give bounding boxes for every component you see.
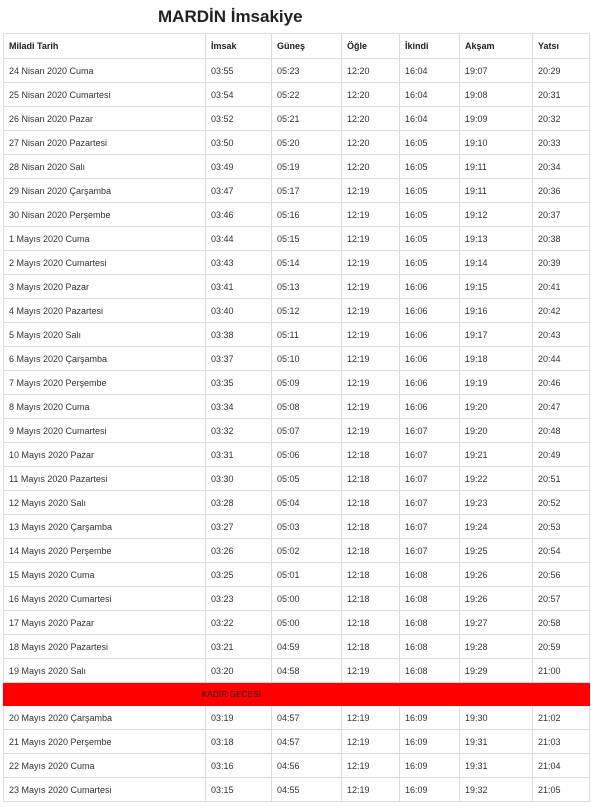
- cell-imsak: 03:15: [206, 778, 272, 802]
- cell-date: 3 Mayıs 2020 Pazar: [4, 275, 206, 299]
- cell-yatsi: 20:43: [533, 323, 590, 347]
- cell-ikindi: 16:08: [400, 563, 460, 587]
- cell-aksam: 19:16: [460, 299, 533, 323]
- cell-imsak: 03:44: [206, 227, 272, 251]
- cell-aksam: 19:26: [460, 563, 533, 587]
- cell-aksam: 19:20: [460, 419, 533, 443]
- cell-date: 6 Mayıs 2020 Çarşamba: [4, 347, 206, 371]
- cell-ogle: 12:20: [342, 131, 400, 155]
- cell-date: 27 Nisan 2020 Pazartesi: [4, 131, 206, 155]
- cell-aksam: 19:31: [460, 730, 533, 754]
- cell-aksam: 19:25: [460, 539, 533, 563]
- cell-yatsi: 21:04: [533, 754, 590, 778]
- cell-ogle: 12:18: [342, 443, 400, 467]
- header-gunes: Güneş: [272, 34, 342, 59]
- cell-date: 18 Mayıs 2020 Pazartesi: [4, 635, 206, 659]
- cell-date: 17 Mayıs 2020 Pazar: [4, 611, 206, 635]
- cell-date: 25 Nisan 2020 Cumartesi: [4, 83, 206, 107]
- cell-imsak: 03:20: [206, 659, 272, 683]
- cell-yatsi: 20:39: [533, 251, 590, 275]
- cell-imsak: 03:19: [206, 706, 272, 730]
- cell-date: 21 Mayıs 2020 Perşembe: [4, 730, 206, 754]
- cell-gunes: 05:00: [272, 587, 342, 611]
- cell-gunes: 05:20: [272, 131, 342, 155]
- cell-date: 26 Nisan 2020 Pazar: [4, 107, 206, 131]
- cell-ikindi: 16:08: [400, 659, 460, 683]
- cell-aksam: 19:24: [460, 515, 533, 539]
- cell-date: 19 Mayıs 2020 Salı: [4, 659, 206, 683]
- cell-gunes: 05:23: [272, 59, 342, 83]
- cell-yatsi: 20:48: [533, 419, 590, 443]
- table-row: [4, 155, 590, 179]
- cell-ikindi: 16:09: [400, 778, 460, 802]
- cell-gunes: 05:16: [272, 203, 342, 227]
- cell-ogle: 12:19: [342, 754, 400, 778]
- cell-ogle: 12:18: [342, 635, 400, 659]
- cell-aksam: 19:09: [460, 107, 533, 131]
- cell-gunes: 05:09: [272, 371, 342, 395]
- cell-aksam: 19:28: [460, 635, 533, 659]
- table-row: [4, 778, 590, 802]
- cell-yatsi: 20:44: [533, 347, 590, 371]
- cell-ogle: 12:20: [342, 83, 400, 107]
- cell-ikindi: 16:07: [400, 419, 460, 443]
- cell-imsak: 03:27: [206, 515, 272, 539]
- cell-gunes: 04:56: [272, 754, 342, 778]
- cell-gunes: 05:22: [272, 83, 342, 107]
- cell-gunes: 04:59: [272, 635, 342, 659]
- table-row: [4, 659, 590, 683]
- cell-date: 22 Mayıs 2020 Cuma: [4, 754, 206, 778]
- cell-imsak: 03:50: [206, 131, 272, 155]
- cell-gunes: 05:02: [272, 539, 342, 563]
- cell-aksam: 19:07: [460, 59, 533, 83]
- cell-aksam: 19:11: [460, 179, 533, 203]
- cell-date: 8 Mayıs 2020 Cuma: [4, 395, 206, 419]
- kadir-gecesi-label: KADİR GECESİ: [201, 689, 262, 699]
- table-row: [4, 539, 590, 563]
- header-aksam: Akşam: [460, 34, 533, 59]
- cell-yatsi: 20:31: [533, 83, 590, 107]
- cell-aksam: 19:27: [460, 611, 533, 635]
- cell-ikindi: 16:06: [400, 299, 460, 323]
- cell-gunes: 04:57: [272, 730, 342, 754]
- cell-imsak: 03:22: [206, 611, 272, 635]
- cell-date: 13 Mayıs 2020 Çarşamba: [4, 515, 206, 539]
- cell-date: 16 Mayıs 2020 Cumartesi: [4, 587, 206, 611]
- cell-imsak: 03:47: [206, 179, 272, 203]
- cell-ikindi: 16:04: [400, 83, 460, 107]
- cell-date: 1 Mayıs 2020 Cuma: [4, 227, 206, 251]
- cell-yatsi: 20:38: [533, 227, 590, 251]
- cell-imsak: 03:54: [206, 83, 272, 107]
- cell-yatsi: 20:29: [533, 59, 590, 83]
- header-yatsi: Yatsı: [533, 34, 590, 59]
- cell-aksam: 19:23: [460, 491, 533, 515]
- cell-yatsi: 20:57: [533, 587, 590, 611]
- table-row: [4, 395, 590, 419]
- cell-aksam: 19:11: [460, 155, 533, 179]
- cell-gunes: 05:00: [272, 611, 342, 635]
- cell-ogle: 12:18: [342, 587, 400, 611]
- cell-date: 29 Nisan 2020 Çarşamba: [4, 179, 206, 203]
- header-ikindi: İkindi: [400, 34, 460, 59]
- cell-ikindi: 16:07: [400, 443, 460, 467]
- cell-aksam: 19:08: [460, 83, 533, 107]
- table-row: [4, 275, 590, 299]
- cell-aksam: 19:26: [460, 587, 533, 611]
- cell-yatsi: 20:49: [533, 443, 590, 467]
- cell-ikindi: 16:05: [400, 203, 460, 227]
- cell-ikindi: 16:07: [400, 491, 460, 515]
- header-row: [4, 34, 590, 59]
- cell-yatsi: 21:02: [533, 706, 590, 730]
- table-header: [4, 34, 590, 59]
- cell-ikindi: 16:05: [400, 155, 460, 179]
- cell-yatsi: 20:37: [533, 203, 590, 227]
- cell-ikindi: 16:05: [400, 179, 460, 203]
- cell-imsak: 03:16: [206, 754, 272, 778]
- cell-aksam: 19:14: [460, 251, 533, 275]
- table-row: [4, 754, 590, 778]
- cell-ikindi: 16:08: [400, 635, 460, 659]
- cell-gunes: 05:10: [272, 347, 342, 371]
- cell-ogle: 12:19: [342, 299, 400, 323]
- cell-aksam: 19:29: [460, 659, 533, 683]
- cell-ogle: 12:19: [342, 227, 400, 251]
- cell-imsak: 03:28: [206, 491, 272, 515]
- cell-aksam: 19:12: [460, 203, 533, 227]
- cell-ikindi: 16:06: [400, 395, 460, 419]
- cell-imsak: 03:21: [206, 635, 272, 659]
- kadir-gecesi-row: [4, 683, 590, 706]
- cell-date: 5 Mayıs 2020 Salı: [4, 323, 206, 347]
- cell-aksam: 19:22: [460, 467, 533, 491]
- cell-ogle: 12:19: [342, 419, 400, 443]
- cell-ogle: 12:19: [342, 347, 400, 371]
- cell-yatsi: 20:47: [533, 395, 590, 419]
- cell-date: 24 Nisan 2020 Cuma: [4, 59, 206, 83]
- cell-yatsi: 20:58: [533, 611, 590, 635]
- cell-imsak: 03:52: [206, 107, 272, 131]
- cell-imsak: 03:55: [206, 59, 272, 83]
- table-row: [4, 203, 590, 227]
- cell-imsak: 03:18: [206, 730, 272, 754]
- cell-gunes: 05:14: [272, 251, 342, 275]
- cell-ikindi: 16:09: [400, 730, 460, 754]
- cell-date: 20 Mayıs 2020 Çarşamba: [4, 706, 206, 730]
- cell-ogle: 12:19: [342, 179, 400, 203]
- cell-yatsi: 21:00: [533, 659, 590, 683]
- cell-aksam: 19:17: [460, 323, 533, 347]
- table-row: [4, 131, 590, 155]
- header-ogle: Öğle: [342, 34, 400, 59]
- cell-gunes: 05:01: [272, 563, 342, 587]
- cell-yatsi: 20:53: [533, 515, 590, 539]
- cell-date: 9 Mayıs 2020 Cumartesi: [4, 419, 206, 443]
- cell-date: 14 Mayıs 2020 Perşembe: [4, 539, 206, 563]
- table-row: [4, 419, 590, 443]
- cell-yatsi: 20:46: [533, 371, 590, 395]
- cell-gunes: 05:13: [272, 275, 342, 299]
- cell-ogle: 12:19: [342, 706, 400, 730]
- cell-aksam: 19:15: [460, 275, 533, 299]
- table-row: [4, 251, 590, 275]
- cell-ogle: 12:19: [342, 730, 400, 754]
- cell-yatsi: 20:33: [533, 131, 590, 155]
- cell-gunes: 05:12: [272, 299, 342, 323]
- table-row: [4, 515, 590, 539]
- cell-imsak: 03:49: [206, 155, 272, 179]
- table-row: [4, 107, 590, 131]
- cell-yatsi: 20:34: [533, 155, 590, 179]
- cell-ogle: 12:19: [342, 659, 400, 683]
- cell-aksam: 19:19: [460, 371, 533, 395]
- cell-date: 23 Mayıs 2020 Cumartesi: [4, 778, 206, 802]
- cell-yatsi: 20:42: [533, 299, 590, 323]
- cell-yatsi: 20:59: [533, 635, 590, 659]
- table-row: [4, 299, 590, 323]
- cell-imsak: 03:35: [206, 371, 272, 395]
- cell-date: 15 Mayıs 2020 Cuma: [4, 563, 206, 587]
- cell-ikindi: 16:05: [400, 251, 460, 275]
- cell-ikindi: 16:05: [400, 131, 460, 155]
- cell-imsak: 03:38: [206, 323, 272, 347]
- cell-gunes: 04:57: [272, 706, 342, 730]
- cell-ikindi: 16:06: [400, 347, 460, 371]
- cell-ogle: 12:19: [342, 251, 400, 275]
- cell-ikindi: 16:06: [400, 323, 460, 347]
- cell-imsak: 03:46: [206, 203, 272, 227]
- cell-gunes: 05:11: [272, 323, 342, 347]
- cell-aksam: 19:13: [460, 227, 533, 251]
- cell-gunes: 05:04: [272, 491, 342, 515]
- cell-ogle: 12:19: [342, 371, 400, 395]
- table-row: [4, 59, 590, 83]
- cell-gunes: 05:07: [272, 419, 342, 443]
- table-row: [4, 491, 590, 515]
- cell-imsak: 03:37: [206, 347, 272, 371]
- prayer-times-table: [3, 33, 590, 802]
- cell-date: 4 Mayıs 2020 Pazartesi: [4, 299, 206, 323]
- cell-ikindi: 16:07: [400, 467, 460, 491]
- cell-ikindi: 16:06: [400, 371, 460, 395]
- table-row: [4, 563, 590, 587]
- cell-gunes: 05:15: [272, 227, 342, 251]
- cell-ogle: 12:18: [342, 539, 400, 563]
- cell-gunes: 05:08: [272, 395, 342, 419]
- cell-date: 7 Mayıs 2020 Perşembe: [4, 371, 206, 395]
- cell-ikindi: 16:08: [400, 611, 460, 635]
- cell-ikindi: 16:04: [400, 107, 460, 131]
- cell-date: 30 Nisan 2020 Perşembe: [4, 203, 206, 227]
- table-row: [4, 467, 590, 491]
- kadir-gecesi-cell: [4, 683, 590, 706]
- table-row: [4, 323, 590, 347]
- table-row: [4, 587, 590, 611]
- header-imsak: İmsak: [206, 34, 272, 59]
- cell-date: 11 Mayıs 2020 Pazartesi: [4, 467, 206, 491]
- cell-aksam: 19:32: [460, 778, 533, 802]
- table-row: [4, 179, 590, 203]
- table-row: [4, 227, 590, 251]
- cell-gunes: 05:05: [272, 467, 342, 491]
- cell-imsak: 03:43: [206, 251, 272, 275]
- cell-ogle: 12:18: [342, 515, 400, 539]
- cell-yatsi: 20:56: [533, 563, 590, 587]
- cell-ikindi: 16:08: [400, 587, 460, 611]
- cell-date: 12 Mayıs 2020 Salı: [4, 491, 206, 515]
- cell-gunes: 05:06: [272, 443, 342, 467]
- table-row: [4, 443, 590, 467]
- cell-aksam: 19:20: [460, 395, 533, 419]
- cell-ogle: 12:18: [342, 611, 400, 635]
- cell-ikindi: 16:07: [400, 539, 460, 563]
- cell-ogle: 12:19: [342, 395, 400, 419]
- page-title: MARDİN İmsakiye: [158, 7, 303, 26]
- table-row: [4, 611, 590, 635]
- cell-gunes: 04:55: [272, 778, 342, 802]
- cell-yatsi: 21:03: [533, 730, 590, 754]
- cell-yatsi: 21:05: [533, 778, 590, 802]
- cell-ogle: 12:18: [342, 491, 400, 515]
- cell-imsak: 03:41: [206, 275, 272, 299]
- cell-aksam: 19:18: [460, 347, 533, 371]
- cell-ikindi: 16:09: [400, 706, 460, 730]
- cell-ogle: 12:20: [342, 155, 400, 179]
- table-row: [4, 635, 590, 659]
- cell-aksam: 19:21: [460, 443, 533, 467]
- table-row: [4, 347, 590, 371]
- cell-gunes: 05:21: [272, 107, 342, 131]
- cell-imsak: 03:25: [206, 563, 272, 587]
- cell-ogle: 12:20: [342, 107, 400, 131]
- cell-imsak: 03:26: [206, 539, 272, 563]
- cell-aksam: 19:10: [460, 131, 533, 155]
- cell-yatsi: 20:32: [533, 107, 590, 131]
- cell-ikindi: 16:06: [400, 275, 460, 299]
- cell-yatsi: 20:36: [533, 179, 590, 203]
- cell-gunes: 05:17: [272, 179, 342, 203]
- table-body: [4, 59, 590, 802]
- cell-imsak: 03:34: [206, 395, 272, 419]
- table-row: [4, 706, 590, 730]
- cell-ogle: 12:19: [342, 275, 400, 299]
- cell-ikindi: 16:09: [400, 754, 460, 778]
- cell-ogle: 12:19: [342, 203, 400, 227]
- cell-imsak: 03:40: [206, 299, 272, 323]
- table-row: [4, 730, 590, 754]
- cell-date: 10 Mayıs 2020 Pazar: [4, 443, 206, 467]
- cell-ikindi: 16:07: [400, 515, 460, 539]
- cell-aksam: 19:31: [460, 754, 533, 778]
- cell-aksam: 19:30: [460, 706, 533, 730]
- cell-ogle: 12:18: [342, 563, 400, 587]
- cell-yatsi: 20:41: [533, 275, 590, 299]
- cell-yatsi: 20:54: [533, 539, 590, 563]
- cell-imsak: 03:23: [206, 587, 272, 611]
- cell-ikindi: 16:04: [400, 59, 460, 83]
- cell-imsak: 03:30: [206, 467, 272, 491]
- cell-ogle: 12:19: [342, 778, 400, 802]
- cell-gunes: 05:03: [272, 515, 342, 539]
- cell-yatsi: 20:51: [533, 467, 590, 491]
- cell-ogle: 12:19: [342, 323, 400, 347]
- cell-gunes: 04:58: [272, 659, 342, 683]
- cell-date: 2 Mayıs 2020 Cumartesi: [4, 251, 206, 275]
- cell-ogle: 12:18: [342, 467, 400, 491]
- cell-ogle: 12:20: [342, 59, 400, 83]
- cell-gunes: 05:19: [272, 155, 342, 179]
- table-row: [4, 371, 590, 395]
- cell-yatsi: 20:52: [533, 491, 590, 515]
- cell-imsak: 03:31: [206, 443, 272, 467]
- cell-ikindi: 16:05: [400, 227, 460, 251]
- cell-imsak: 03:32: [206, 419, 272, 443]
- table-row: [4, 83, 590, 107]
- header-date: Miladi Tarih: [4, 34, 206, 59]
- cell-date: 28 Nisan 2020 Salı: [4, 155, 206, 179]
